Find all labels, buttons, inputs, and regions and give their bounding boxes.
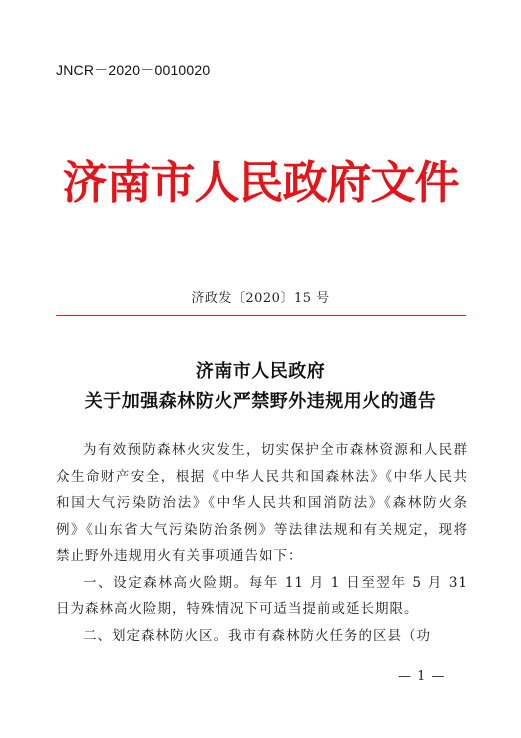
body-paragraph: 为有效预防森林火灾发生，切实保护全市森林资源和人民群众生命财产安全，根据《中华人民共和国森林法》《中华人民共和国大气污染防治法》《中华人民共和国消防法》《森林防火条例》《山东省大气污染防治条例》等法律法规和有关规定，现将禁止野外违规用火有关事项通告如下： — [56, 442, 468, 564]
document-title-line-1: 济南市人民政府 — [195, 361, 326, 382]
document-number: 济政发〔2020〕15 号 — [191, 291, 330, 306]
document-body — [56, 437, 468, 649]
document-masthead: 济南市人民政府文件 — [62, 156, 459, 209]
page-number: — 1 — — [398, 669, 446, 684]
body-paragraph: 二、划定森林防火区。我市有森林防火任务的区县（功 — [83, 627, 431, 644]
document-title-line-2: 关于加强森林防火严禁野外违规用火的通告 — [84, 391, 437, 412]
body-paragraph: 一、设定森林高火险期。每年 11 月 1 日至翌年 5 月 31 日为森林高火险期，特殊情况下可适当提前或延长期限。 — [56, 574, 468, 617]
document-code: JNCR－2020－0010020 — [56, 62, 211, 78]
red-separator-line — [56, 315, 466, 316]
